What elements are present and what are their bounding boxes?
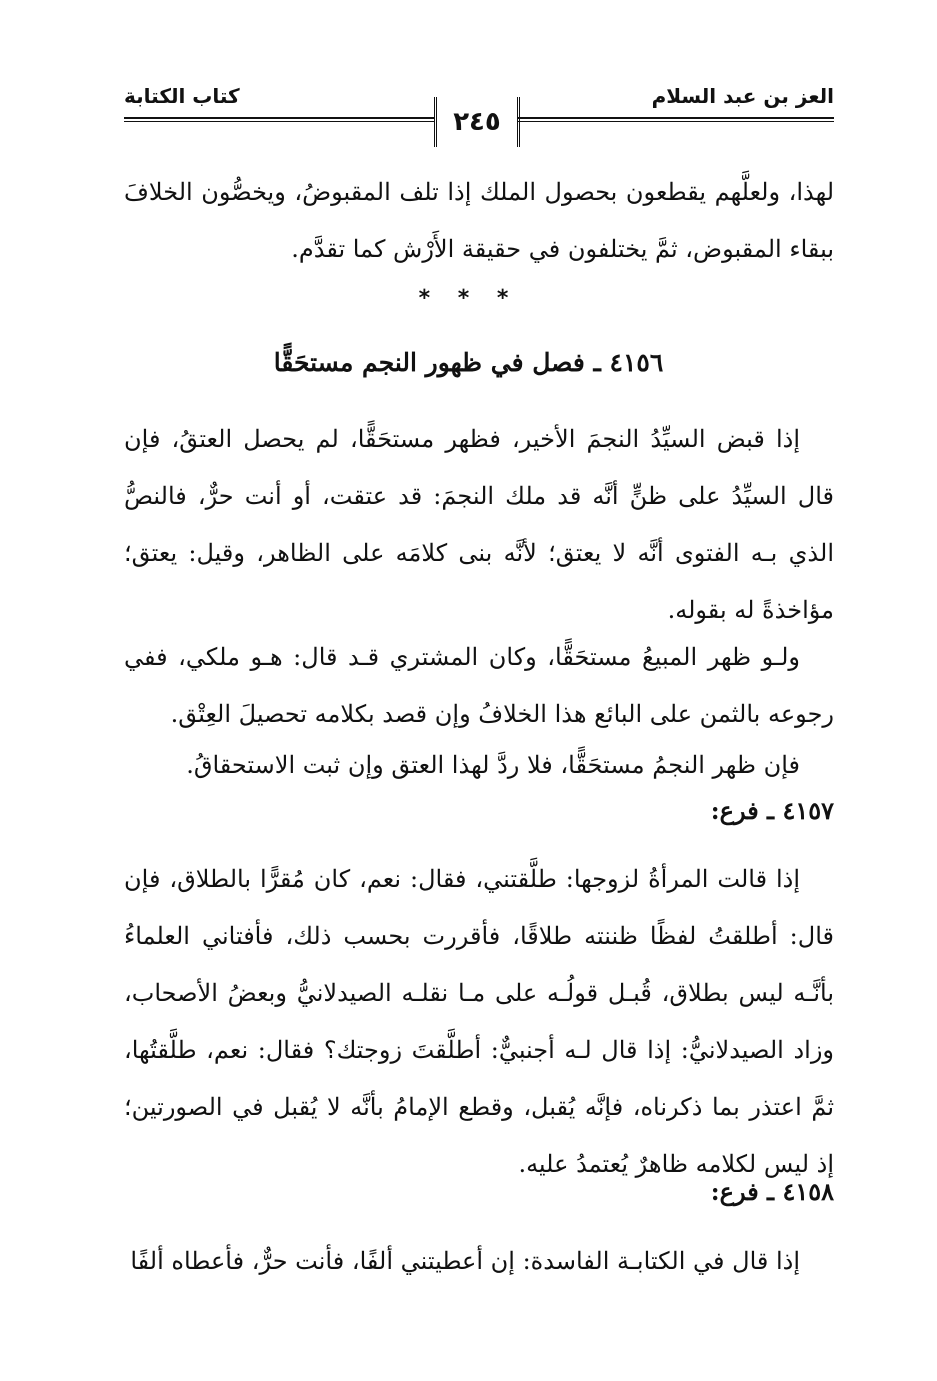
header-rule-left <box>124 117 434 122</box>
paragraph-3 <box>124 737 834 794</box>
page-number: ٢٤٥ <box>453 107 501 137</box>
section-heading: ٤١٥٦ ـ فصل في ظهور النجم مستحَقًّا <box>273 348 664 377</box>
continuation-paragraph <box>124 164 834 278</box>
branch-heading-4158: ٤١٥٨ ـ فرع: <box>710 1177 834 1206</box>
page-number-frame <box>434 97 520 147</box>
paragraph-text: لهذا، ولعلَّهم يقطعون بحصول الملك إذا تلف المقبوضُ، ويخصُّون الخلافَ ببقاء المقبوض، ثمَّ يختلفون في حقيقة الأَرْش كما تقدَّم. <box>124 178 834 263</box>
paragraph-text: فإن ظهر النجمُ مستحَقًّا، فلا ردَّ لهذا العتق وإن ثبت الاستحقاقُ. <box>186 751 800 779</box>
paragraph-text: إذا قالت المرأةُ لزوجها: طلَّقتني، فقال: نعم، كان مُقرًّا بالطلاق، فإن قال: أطلقتُ لفظًا ظننته طلاقًا، فأقررت بحسب ذلك، فأفتاني العلماءُ بأنَّـه ليس بطلاق، قُبـل قولُـه على مـا نقلـه الصيدلانيُّ وبعضُ الأصحاب، وزاد الصيدلانيُّ: إذا قال لـه أجنبيٌّ: أطلَّقتَ زوجتك؟ فقال: نعم، طلَّقتُها، ثمَّ اعتذر بما ذكرناه، فإنَّه يُقبل، وقطع الإمامُ بأنَّه لا يُقبل في الصورتين؛ إذ ليس لكلامه ظاهرٌ يُعتمدُ عليه. <box>124 865 834 1178</box>
branch-heading-4157: ٤١٥٧ ـ فرع: <box>710 796 834 825</box>
paragraph-1 <box>124 411 834 639</box>
paragraph-text: إذا قال في الكتابـة الفاسدة: إن أعطيتني ألفًا، فأنت حرٌّ، فأعطاه ألفًا <box>130 1247 800 1275</box>
running-header-book: كتاب الكتابة <box>124 84 240 108</box>
paragraph-4 <box>124 851 834 1193</box>
paragraph-text: ولـو ظهر المبيعُ مستحَقًّا، وكان المشتري قـد قال: هـو ملكي، ففي رجوعه بالثمن على البائع هذا الخلافُ وإن قصد بكلامه تحصيلَ العِتْق. <box>124 643 834 728</box>
paragraph-text: إذا قبض السيِّدُ النجمَ الأخير، فظهر مستحَقًّا، لم يحصل العتقُ، فإن قال السيِّدُ على ظنٍّ أنَّه قد ملك النجمَ: قد عتقت، أو أنت حرٌّ، فالنصُّ الذي بـه الفتوى أنَّه لا يعتق؛ لأنَّه بنى كلامَه على الظاهر، وقيل: يعتق؛ مؤاخذةً له بقوله. <box>124 425 834 624</box>
section-separator: * * * <box>418 286 519 311</box>
header-rule-right <box>518 117 834 122</box>
paragraph-5 <box>124 1233 834 1290</box>
paragraph-2 <box>124 629 834 743</box>
running-header-author: العز بن عبد السلام <box>651 84 834 108</box>
